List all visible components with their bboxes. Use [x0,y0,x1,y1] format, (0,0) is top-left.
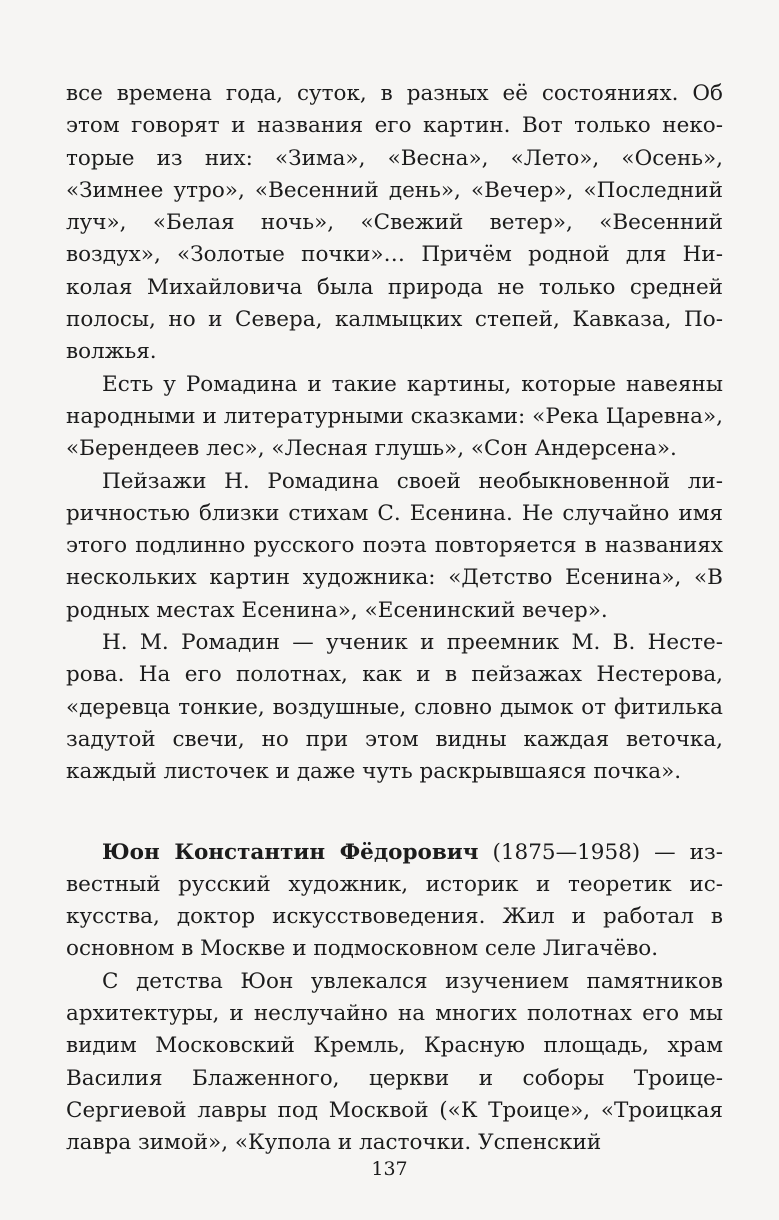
paragraph-romadin-fairytales: Есть у Ромадина и такие картины, которые навеяны народными и литературными сказками: «Река Царевна», «Берендеев лес», «Лесная глушь», «Сон Андерсена». [66,371,723,462]
text-body [66,78,723,1160]
artist-name: Юон Константин Фёдорович [102,839,479,865]
section-spacer [66,789,723,837]
paragraph-yuon-architecture: С детства Юон увлекался изучением памятников архитектуры, и неслучайно на многих полотнах его мы видим Московский Кремль, Красную площадь, храм Василия Блаженного, церкви и соборы Троице-Сергиевой лавры под Москвой («К Троице», «Троицкая лавра зимой», «Купола и ласточки. Успенский [66,968,723,1156]
paragraph-romadin-esenin: Пейзажи Н. Ромадина своей необыкновенной лиричностью близки стихам С. Есенина. Не случайно имя этого подлинно русского поэта повторяется в названиях нескольких картин художника: «Детство Есенина», «В родных местах Есенина», «Есенинский вечер». [66,468,723,623]
paragraph-romadin-nesterov: Н. М. Ромадин — ученик и преемник М. В. Нестерова. На его полотнах, как и в пейзажах Нестерова, «деревца тонкие, воздушные, словно дымок от фитилька задутой свечи, но при этом видны каждая веточка, каждый листочек и даже чуть раскрывшаяся почка». [66,630,723,785]
artist-intro-text: (1875—1958) — известный русский художник, историк и теоретик искусства, доктор искусствоведения. Жил и работал в основном в Москве и подмосковном селе Лигачёво. [66,839,723,962]
page-number: 137 [371,1158,408,1180]
paragraph-yuon-intro [66,837,723,966]
paragraph-romadin-seasons: все времена года, суток, в разных её состояниях. Об этом говорят и названия его картин. Вот только некоторые из них: «Зима», «Весна», «Лето», «Осень», «Зимнее утро», «Весенний день», «Вечер», «Последний луч», «Белая ночь», «Свежий ветер», «Весенний воздух», «Золотые почки»… Причём родной для Николая Михайловича была природа не только средней полосы, но и Севера, калмыцких степей, Кавказа, Поволжья. [66,81,723,365]
